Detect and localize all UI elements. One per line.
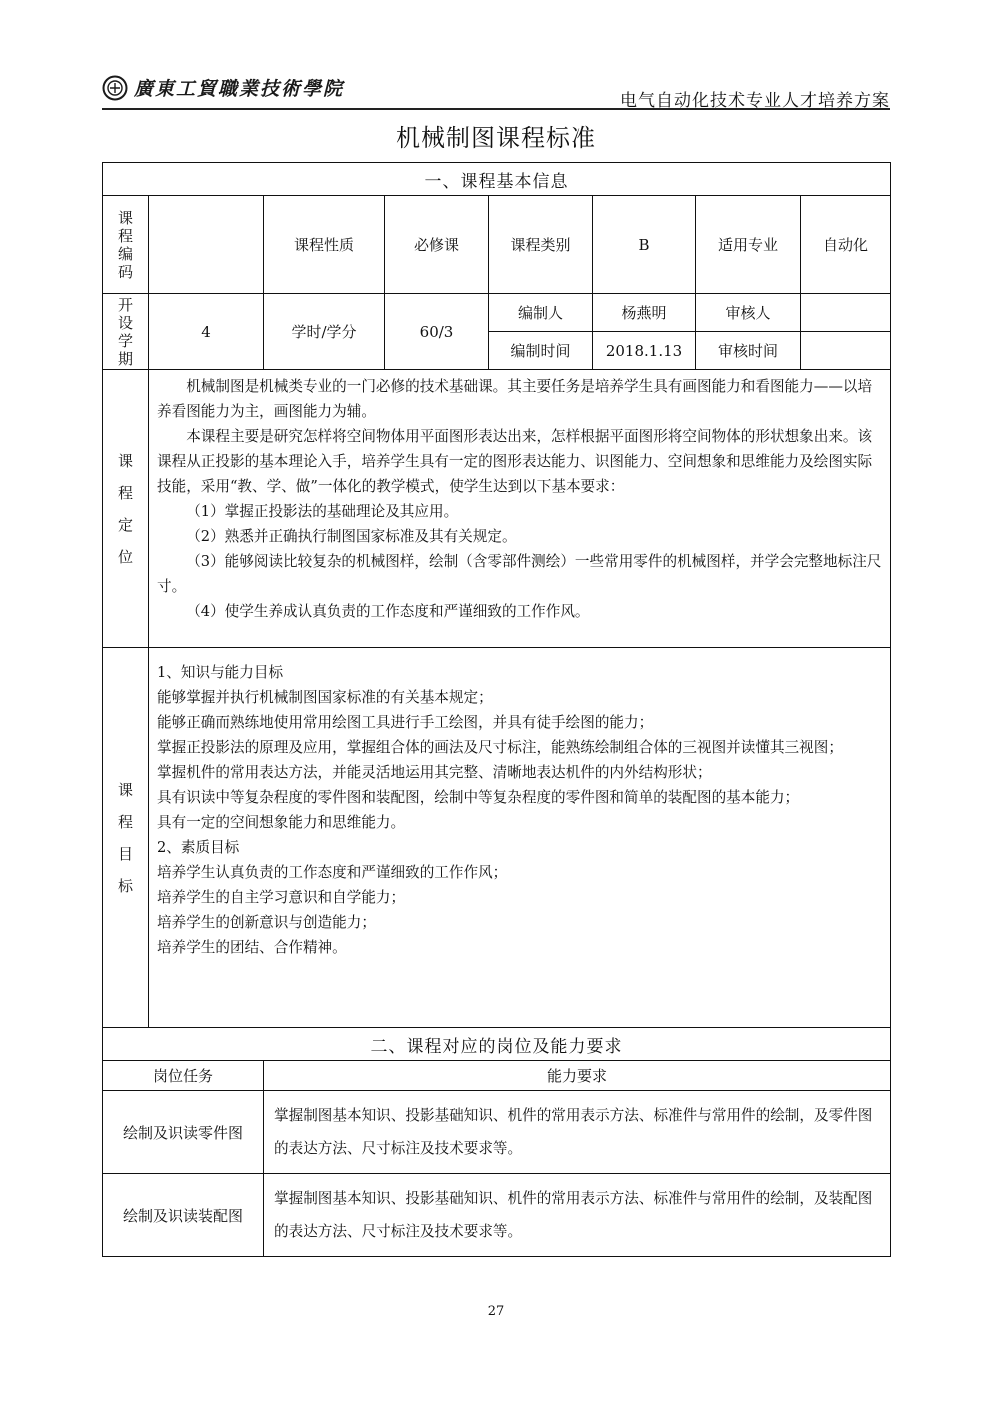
page-number: 27 [487, 1304, 505, 1319]
nature-value: 必修课 [385, 196, 489, 294]
hours-label: 学时/学分 [264, 294, 385, 370]
school-emblem-icon [102, 75, 128, 101]
positioning-paragraph: （2）熟悉并正确执行制图国家标准及其有关规定。 [186, 528, 517, 545]
section1-heading: 一、课程基本信息 [103, 163, 891, 196]
semester-label-text: 开设学期 [118, 295, 134, 368]
section2-heading: 二、课程对应的岗位及能力要求 [103, 1028, 891, 1061]
objectives-content [149, 648, 891, 1028]
objective-line: 2、素质目标 [157, 839, 240, 856]
col-task-header: 岗位任务 [103, 1061, 264, 1091]
author-value: 杨燕明 [593, 294, 696, 332]
info-row-1 [103, 196, 891, 294]
major-value: 自动化 [801, 196, 891, 294]
info-row-2 [103, 294, 891, 332]
col-ability-header: 能力要求 [264, 1061, 891, 1091]
category-label: 课程类别 [489, 196, 593, 294]
objective-line: 能够掌握并执行机械制图国家标准的有关基本规定； [157, 689, 493, 706]
task-cell: 绘制及识读装配图 [103, 1174, 264, 1257]
positioning-paragraph: （4）使学生养成认真负责的工作态度和严谨细致的工作作风。 [186, 603, 590, 620]
ability-row [103, 1174, 891, 1257]
document-title: 机械制图课程标准 [396, 124, 596, 152]
positioning-paragraph: （3）能够阅读比较复杂的机械图样，绘制（含零部件测绘）一些常用零件的机械图样，并学会完整地标注尺寸。 [157, 553, 882, 595]
ability-cell: 掌握制图基本知识、投影基础知识、机件的常用表示方法、标准件与常用件的绘制，及零件图的表达方法、尺寸标注及技术要求等。 [264, 1091, 891, 1174]
review-date-label: 审核时间 [696, 332, 801, 370]
objective-line: 能够正确而熟练地使用常用绘图工具进行手工绘图，并具有徒手绘图的能力； [157, 714, 654, 731]
ability-cell: 掌握制图基本知识、投影基础知识、机件的常用表示方法、标准件与常用件的绘制，及装配图的表达方法、尺寸标注及技术要求等。 [264, 1174, 891, 1257]
school-logo-text: 廣東工貿職業技術學院 [134, 78, 345, 100]
objective-line: 具有识读中等复杂程度的零件图和装配图，绘制中等复杂程度的零件图和简单的装配图的基本能力； [157, 789, 800, 806]
reviewer-label: 审核人 [696, 294, 801, 332]
semester-value: 4 [149, 294, 264, 370]
code-value [149, 196, 264, 294]
objective-line: 掌握正投影法的原理及应用，掌握组合体的画法及尺寸标注，能熟练绘制组合体的三视图并读懂其三视图； [157, 739, 843, 756]
objective-line: 掌握机件的常用表达方法，并能灵活地运用其完整、清晰地表达机件的内外结构形状； [157, 764, 712, 781]
ability-row [103, 1091, 891, 1174]
positioning-paragraph: 机械制图是机械类专业的一门必修的技术基础课。其主要任务是培养学生具有画图能力和看图能力——以培养看图能力为主，画图能力为辅。 [157, 378, 873, 420]
date-label: 编制时间 [489, 332, 593, 370]
objective-line: 培养学生的团结、合作精神。 [157, 939, 347, 956]
hours-value: 60/3 [385, 294, 489, 370]
positioning-label [103, 370, 149, 648]
section2-heading-row [103, 1028, 891, 1061]
objective-line: 具有一定的空间想象能力和思维能力。 [157, 814, 406, 831]
objectives-label [103, 648, 149, 1028]
major-label: 适用专业 [696, 196, 801, 294]
code-label-text: 课程编码 [118, 208, 134, 281]
positioning-label-text: 课程定位 [118, 451, 134, 566]
author-label: 编制人 [489, 294, 593, 332]
positioning-row [103, 370, 891, 648]
school-logo [102, 74, 344, 101]
objectives-label-text: 课程目标 [118, 780, 134, 895]
positioning-paragraph: （1）掌握正投影法的基础理论及其应用。 [186, 503, 459, 520]
objective-line: 培养学生的自主学习意识和自学能力； [157, 889, 406, 906]
program-title: 电气自动化技术专业人才培养方案 [620, 91, 890, 111]
section2-header-row [103, 1061, 891, 1091]
task-cell: 绘制及识读零件图 [103, 1091, 264, 1174]
positioning-content [149, 370, 891, 648]
objective-line: 1、知识与能力目标 [157, 664, 284, 681]
category-value: B [593, 196, 696, 294]
reviewer-value [801, 294, 891, 332]
nature-label: 课程性质 [264, 196, 385, 294]
objectives-row [103, 648, 891, 1028]
page-header [102, 70, 890, 110]
semester-label [103, 294, 149, 370]
code-label [103, 196, 149, 294]
section1-heading-row [103, 163, 891, 196]
objective-line: 培养学生认真负责的工作态度和严谨细致的工作作风； [157, 864, 508, 881]
course-standard-table [102, 162, 891, 1257]
positioning-paragraph: 本课程主要是研究怎样将空间物体用平面图形表达出来，怎样根据平面图形将空间物体的形状想象出来。该课程从正投影的基本理论入手，培养学生具有一定的图形表达能力、识图能力、空间想象和思维能力及绘图实际技能，采用“教、学、做”一体化的教学模式，使学生达到以下基本要求： [157, 428, 873, 495]
date-value: 2018.1.13 [593, 332, 696, 370]
review-date-value [801, 332, 891, 370]
objective-line: 培养学生的创新意识与创造能力； [157, 914, 376, 931]
